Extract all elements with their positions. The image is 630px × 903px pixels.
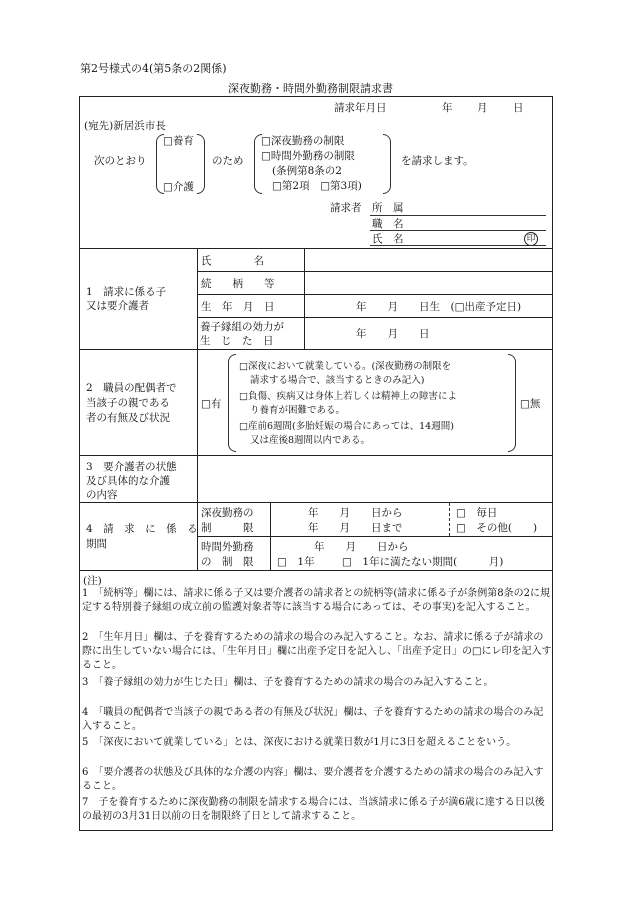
section3-title-2: 及び具体的な介護 <box>86 475 170 487</box>
form-number: 第2号様式の4(第5条の2関係) <box>80 62 227 75</box>
section3-title-3: の内容 <box>86 489 118 501</box>
less-than-year-option[interactable]: □ 1年に満たない期間( 月) <box>342 556 504 568</box>
status-option-maternity-2: 又は産後8週間以内である。 <box>250 435 371 446</box>
name-label: 氏 名 <box>372 233 404 245</box>
night-period-label-2: 制 限 <box>201 522 254 534</box>
for-text: のため <box>212 155 244 167</box>
note-item: 3 「養子縁組の効力が生じた日」欄は、子を養育するための請求の場合のみ記入すること。 <box>82 677 494 688</box>
section1-title-2: 又は要介護者 <box>86 300 149 312</box>
intro-prefix: 次のとおり <box>94 155 147 167</box>
section2-title-2: 当該子の親である <box>86 397 170 409</box>
section4-title-1: 4 請 求 に 係 る <box>86 523 198 535</box>
option-overtime-restriction[interactable]: □時間外勤務の制限 <box>261 150 355 162</box>
spouse-yes-option[interactable]: □有 <box>201 398 222 410</box>
status-option-disability-2: り養育が困難である。 <box>250 405 346 416</box>
affiliation-label: 所 属 <box>372 202 404 214</box>
note-item: 6 「要介護者の状態及び具体的な介護の内容」欄は、要介護者を介護するための請求の場合のみ記入すること。 <box>82 767 544 793</box>
status-option-night-work-2: 請求する場合で、該当するときのみ記入) <box>250 375 425 386</box>
position-label: 職 名 <box>372 218 404 230</box>
note-item: 5 「深夜において就業している」とは、深夜における就業日数が1月に3日を超えることをいう。 <box>82 737 517 748</box>
section2-title-1: 2 職員の配偶者で <box>86 382 177 394</box>
section3-title-1: 3 要介護者の状態 <box>86 461 177 473</box>
overtime-period-from[interactable]: 年 月 日から <box>314 541 409 553</box>
every-day-option[interactable]: □ 毎日 <box>456 507 498 519</box>
adoption-label-2: 生 じ た 日 <box>200 335 274 347</box>
section4-title-2: 期間 <box>86 538 107 550</box>
overtime-period-label-1: 時間外勤務 <box>201 541 254 553</box>
request-day: 日 <box>513 102 524 114</box>
note-item: 4 「職員の配偶者で当該子の親である者の有無及び状況」欄は、子を養育するための請求の場合のみ記入すること。 <box>82 707 544 733</box>
status-option-maternity[interactable]: □産前6週間(多胎妊娠の場合にあっては、14週間) <box>239 421 454 432</box>
adoption-date-value[interactable]: 年 月 日 <box>356 328 430 340</box>
birth-field-value[interactable]: 年 月 日生 (□出産予定日) <box>356 301 522 313</box>
birth-field-label: 生 年 月 日 <box>201 301 275 313</box>
request-month: 月 <box>477 102 488 114</box>
status-option-disability[interactable]: □負傷、疾病又は身体上若しくは精神上の障害によ <box>239 391 457 402</box>
section1-title-1: 1 請求に係る子 <box>86 286 167 298</box>
night-period-until[interactable]: 年 月 日まで <box>308 522 403 534</box>
note-item: 1 「続柄等」欄には、請求に係る子又は要介護者の請求者との続柄等(請求に係る子が条例第8条の2に規定する特別養子縁組の成立前の監護対象者等に該当する場合にあっては、その事実)を記入すること。 <box>82 588 550 614</box>
option-child-care[interactable]: □養育 <box>163 135 194 147</box>
seal-mark: 印 <box>524 232 538 246</box>
addressee: (宛先)新居浜市長 <box>84 120 166 132</box>
note-item: 7 子を養育するために深夜勤務の制限を請求する場合には、当該請求に係る子が満6歳に達する日以後の最初の3月31日以前の日を制限終了日として請求すること。 <box>82 797 545 823</box>
spouse-no-option[interactable]: □無 <box>520 398 541 410</box>
note-item: 2 「生年月日」欄は、子を養育するための請求の場合のみ記入すること。なお、請求に係る子が請求の際に出生していない場合には、「生年月日」欄に出産予定日を記入し、「出産予定日」の□にレ印を記入すること。 <box>82 632 552 672</box>
notes-heading: (注) <box>83 575 102 587</box>
name-field-label: 氏 名 <box>201 255 264 267</box>
option-night-restriction[interactable]: □深夜勤務の制限 <box>261 135 345 147</box>
request-date-label: 請求年月日 <box>334 102 387 114</box>
request-year: 年 <box>442 102 453 114</box>
form-title: 深夜勤務・時間外勤務制限請求書 <box>228 82 393 95</box>
option-nursing-care[interactable]: □介護 <box>163 181 194 193</box>
other-option[interactable]: □ その他( ) <box>456 522 538 534</box>
status-option-night-work[interactable]: □深夜において就業している。(深夜勤務の制限を <box>239 361 452 372</box>
overtime-period-label-2: の 制 限 <box>201 556 254 568</box>
requester-label: 請求者 <box>330 202 362 214</box>
adoption-label-1: 養子縁組の効力が <box>200 321 284 333</box>
section2-title-3: 者の有無及び状況 <box>86 412 170 424</box>
night-period-label-1: 深夜勤務の <box>201 507 254 519</box>
ordinance-reference: (条例第8条の2 <box>272 165 342 177</box>
clause-options[interactable]: □第2項 □第3項) <box>272 180 362 192</box>
night-period-from[interactable]: 年 月 日から <box>308 507 403 519</box>
one-year-option[interactable]: □ 1年 <box>277 556 315 568</box>
request-suffix: を請求します。 <box>401 155 474 167</box>
relation-field-label: 続 柄 等 <box>201 278 275 290</box>
